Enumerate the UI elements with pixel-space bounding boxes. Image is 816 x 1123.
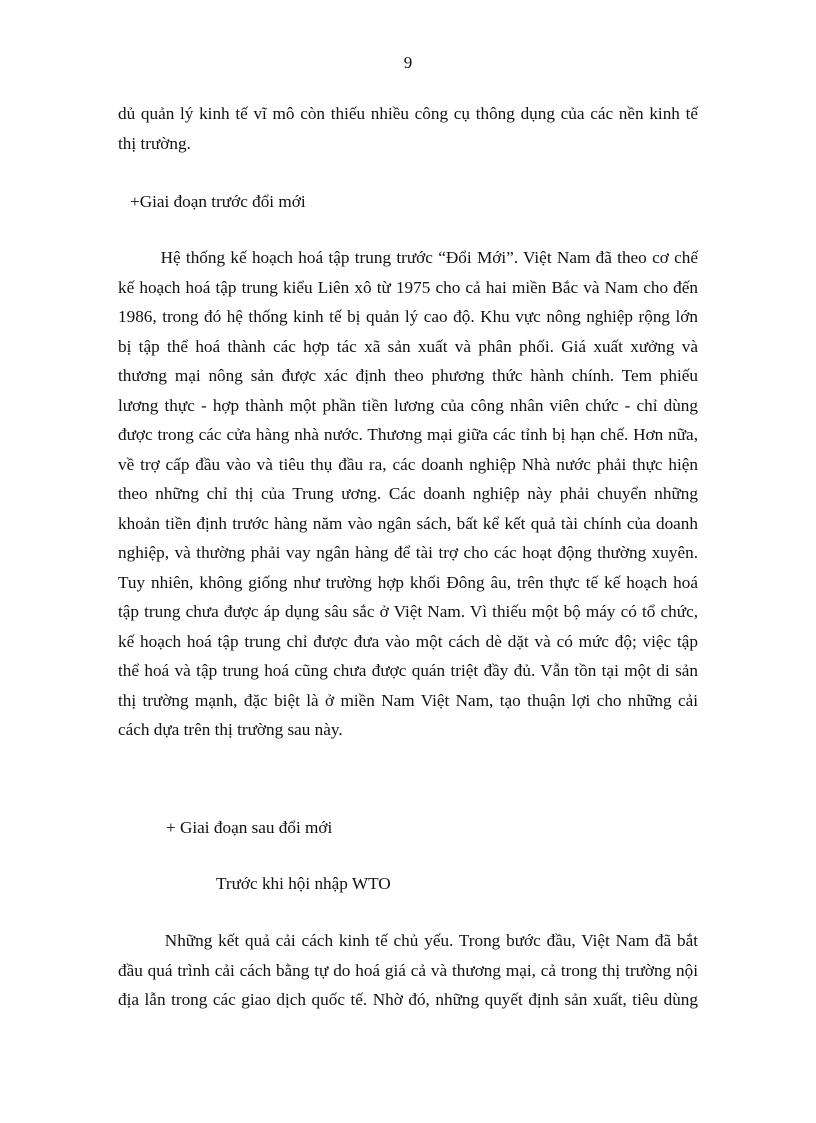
text-line: Những kết quả cải cách kinh tế chủ yếu. Trong bước đầu, Việt Nam đã bắt [118,931,698,950]
text-line: địa lẫn trong các giao dịch quốc tế. Nhờ đó, những quyết định sản xuất, tiêu dùng [118,990,698,1009]
text-line: Tuy nhiên, không giống như trường hợp khối Đông âu, trên thực tế kế hoạch hoá [118,572,698,592]
text-line: thương mại nông sản được xác định theo phương thức hành chính. Tem phiếu [118,366,698,385]
paragraph-2 [118,243,698,745]
text-line: Hệ thống kế hoạch hoá tập trung trước “Đổi Mới”. Việt Nam đã theo cơ chế [118,248,698,267]
section-heading-before-renovation: +Giai đoạn trước đổi mới [130,192,306,211]
paragraph-3 [118,926,698,1015]
text-line: dủ quản lý kinh tế vĩ mô còn thiếu nhiều công cụ thông dụng của các nền kinh tế [118,104,698,123]
text-line: khoản tiền định trước hàng năm vào ngân sách, bất kể kết quả tài chính của doanh [118,513,698,533]
text-line: nghiệp, và thường phải vay ngân hàng để tài trợ cho các hoạt động thường xuyên. [118,543,698,562]
paragraph-1 [118,99,698,158]
text-line: đầu quá trình cải cách bằng tự do hoá giá cả và thương mại, cả trong thị trường nội [118,960,698,980]
text-line: cách dựa trên thị trường sau này. [118,720,343,739]
text-line: được trong các cửa hàng nhà nước. Thương mại giữa các tỉnh bị hạn chế. Hơn nữa, [118,425,698,444]
page-number: 9 [403,53,413,72]
text-line: thị trường. [118,133,191,153]
text-line: về trợ cấp đầu vào và tiêu thụ đầu ra, các doanh nghiệp Nhà nước phải thực hiện [118,454,698,474]
text-line: kế hoạch hoá tập trung chỉ được đưa vào một cách dè dặt và có mức độ; việc tập [118,631,698,651]
text-line: tập trung chưa được áp dụng sâu sắc ở Việt Nam. Vì thiếu một bộ máy có tổ chức, [118,602,698,621]
text-line: thị trường mạnh, đặc biệt là ở miền Nam Việt Nam, tạo thuận lợi cho những cải [118,690,698,710]
section-heading-after-renovation: + Giai đoạn sau đổi mới [166,818,333,837]
text-line: thể hoá và tập trung hoá cũng chưa được quán triệt đầy đủ. Vẫn tồn tại một di sản [118,661,698,680]
text-line: bị tập thể hoá thành các hợp tác xã sản xuất và phân phối. Giá xuất xưởng và [118,336,698,356]
text-line: kế hoạch hoá tập trung kiểu Liên xô từ 1975 cho cả hai miền Bắc và Nam cho đến [118,277,698,297]
text-line: 1986, trong đó hệ thống kinh tế bị quản lý cao độ. Khu vực nông nghiệp rộng lớn [118,307,698,326]
text-line: theo những chỉ thị của Trung ương. Các doanh nghiệp này phải chuyển những [118,484,698,503]
subsection-heading-before-wto: Trước khi hội nhập WTO [216,874,391,893]
text-line: lương thực - hợp thành một phần tiền lương của công nhân viên chức - chỉ dùng [118,395,698,415]
